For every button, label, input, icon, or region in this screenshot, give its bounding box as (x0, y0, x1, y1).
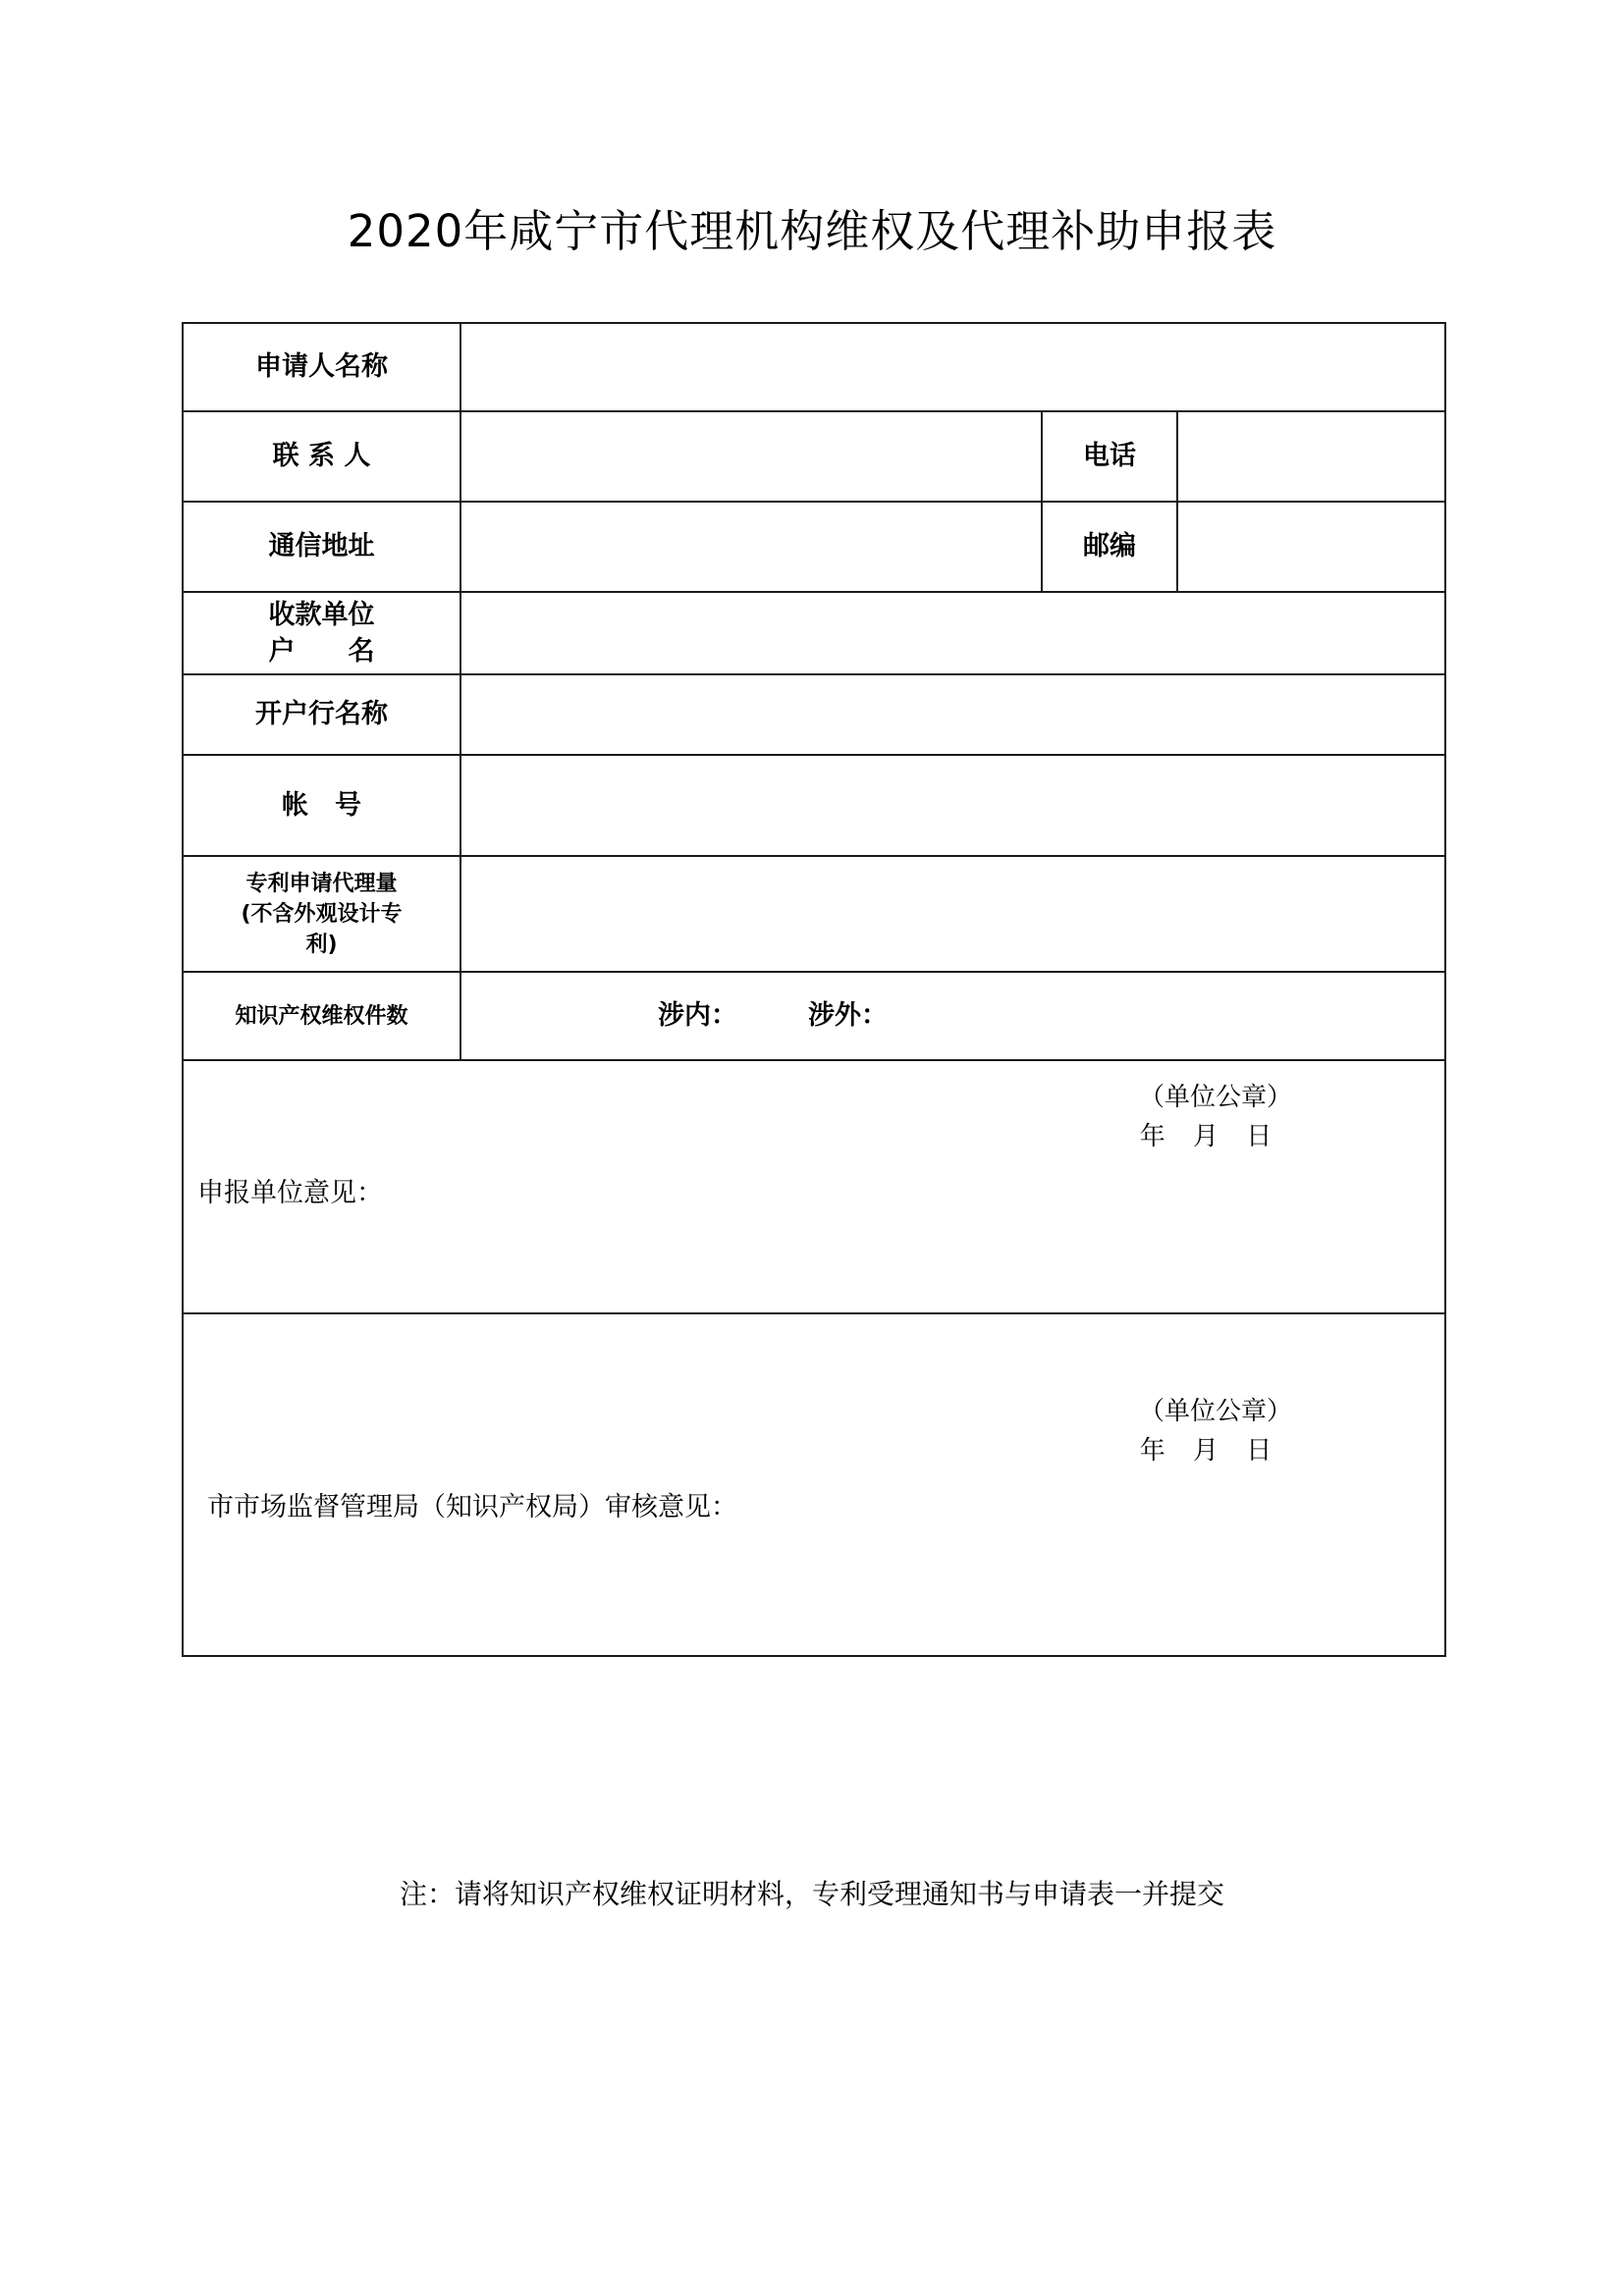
cell-applicant-opinion[interactable] (183, 1060, 1445, 1313)
table-row-payee-unit (183, 592, 1445, 674)
label-patent-agency-volume (183, 856, 460, 972)
label-patent-agency-volume-line3: 利) (305, 932, 338, 957)
table-row-bureau-opinion (183, 1313, 1445, 1656)
ip-rights-counts-group (461, 998, 1444, 1034)
label-bank-name: 开户行名称 (183, 674, 460, 755)
field-ip-rights-cases[interactable] (460, 972, 1445, 1060)
field-postal-address[interactable] (460, 502, 1042, 592)
page-title: 2020年咸宁市代理机构维权及代理补助申报表 (347, 205, 1277, 257)
label-payee-unit-line1: 收款单位 (268, 600, 375, 630)
field-applicant-name[interactable] (460, 323, 1445, 411)
table-row-bank-name (183, 674, 1445, 755)
field-bank-name[interactable] (460, 674, 1445, 755)
applicant-opinion-date-label: 年 月 日 (1139, 1122, 1282, 1151)
table-row-applicant-name (183, 323, 1445, 411)
bureau-opinion-date-label: 年 月 日 (1139, 1435, 1282, 1466)
table-row-contact (183, 411, 1445, 502)
field-postcode[interactable] (1177, 502, 1445, 592)
label-payee-unit (183, 592, 460, 674)
label-contact-person: 联 系 人 (183, 411, 460, 502)
table-row-account-number (183, 755, 1445, 856)
label-foreign-cases: 涉外： (808, 1000, 888, 1031)
label-account-number: 帐 号 (183, 755, 460, 856)
field-phone[interactable] (1177, 411, 1445, 502)
table-row-patent-agency-volume (183, 856, 1445, 972)
field-account-number[interactable] (460, 755, 1445, 856)
applicant-opinion-block (184, 1083, 1444, 1211)
field-contact-person[interactable] (460, 411, 1042, 502)
footer-note: 注：请将知识产权维权证明材料，专利受理通知书与申请表一并提交 (399, 1878, 1224, 1910)
applicant-opinion-stamp-label: （单位公章） (1139, 1083, 1293, 1112)
label-payee-unit-line2: 户 名 (268, 636, 375, 667)
application-form-table (182, 322, 1446, 1657)
table-row-address (183, 502, 1445, 592)
label-phone: 电话 (1042, 411, 1177, 502)
table-row-applicant-opinion (183, 1060, 1445, 1313)
applicant-opinion-signature (1139, 1078, 1292, 1156)
bureau-opinion-block (184, 1396, 1444, 1525)
label-patent-agency-volume-line1: 专利申请代理量 (245, 871, 398, 896)
label-patent-agency-volume-line2: (不含外观设计专 (241, 901, 403, 927)
label-domestic-cases: 涉内： (658, 1000, 737, 1031)
label-postcode: 邮编 (1042, 502, 1177, 592)
label-postal-address: 通信地址 (183, 502, 460, 592)
label-applicant-name: 申请人名称 (183, 323, 460, 411)
applicant-opinion-title: 申报单位意见： (197, 1178, 383, 1208)
bureau-opinion-stamp-label: （单位公章） (1139, 1396, 1293, 1426)
bureau-opinion-signature (1139, 1392, 1292, 1470)
bureau-opinion-title: 市市场监督管理局（知识产权局）审核意见： (207, 1491, 737, 1522)
field-patent-agency-volume[interactable] (460, 856, 1445, 972)
label-ip-rights-cases: 知识产权维权件数 (183, 972, 460, 1060)
field-payee-unit[interactable] (460, 592, 1445, 674)
cell-bureau-opinion[interactable] (183, 1313, 1445, 1656)
table-row-ip-rights-cases (183, 972, 1445, 1060)
